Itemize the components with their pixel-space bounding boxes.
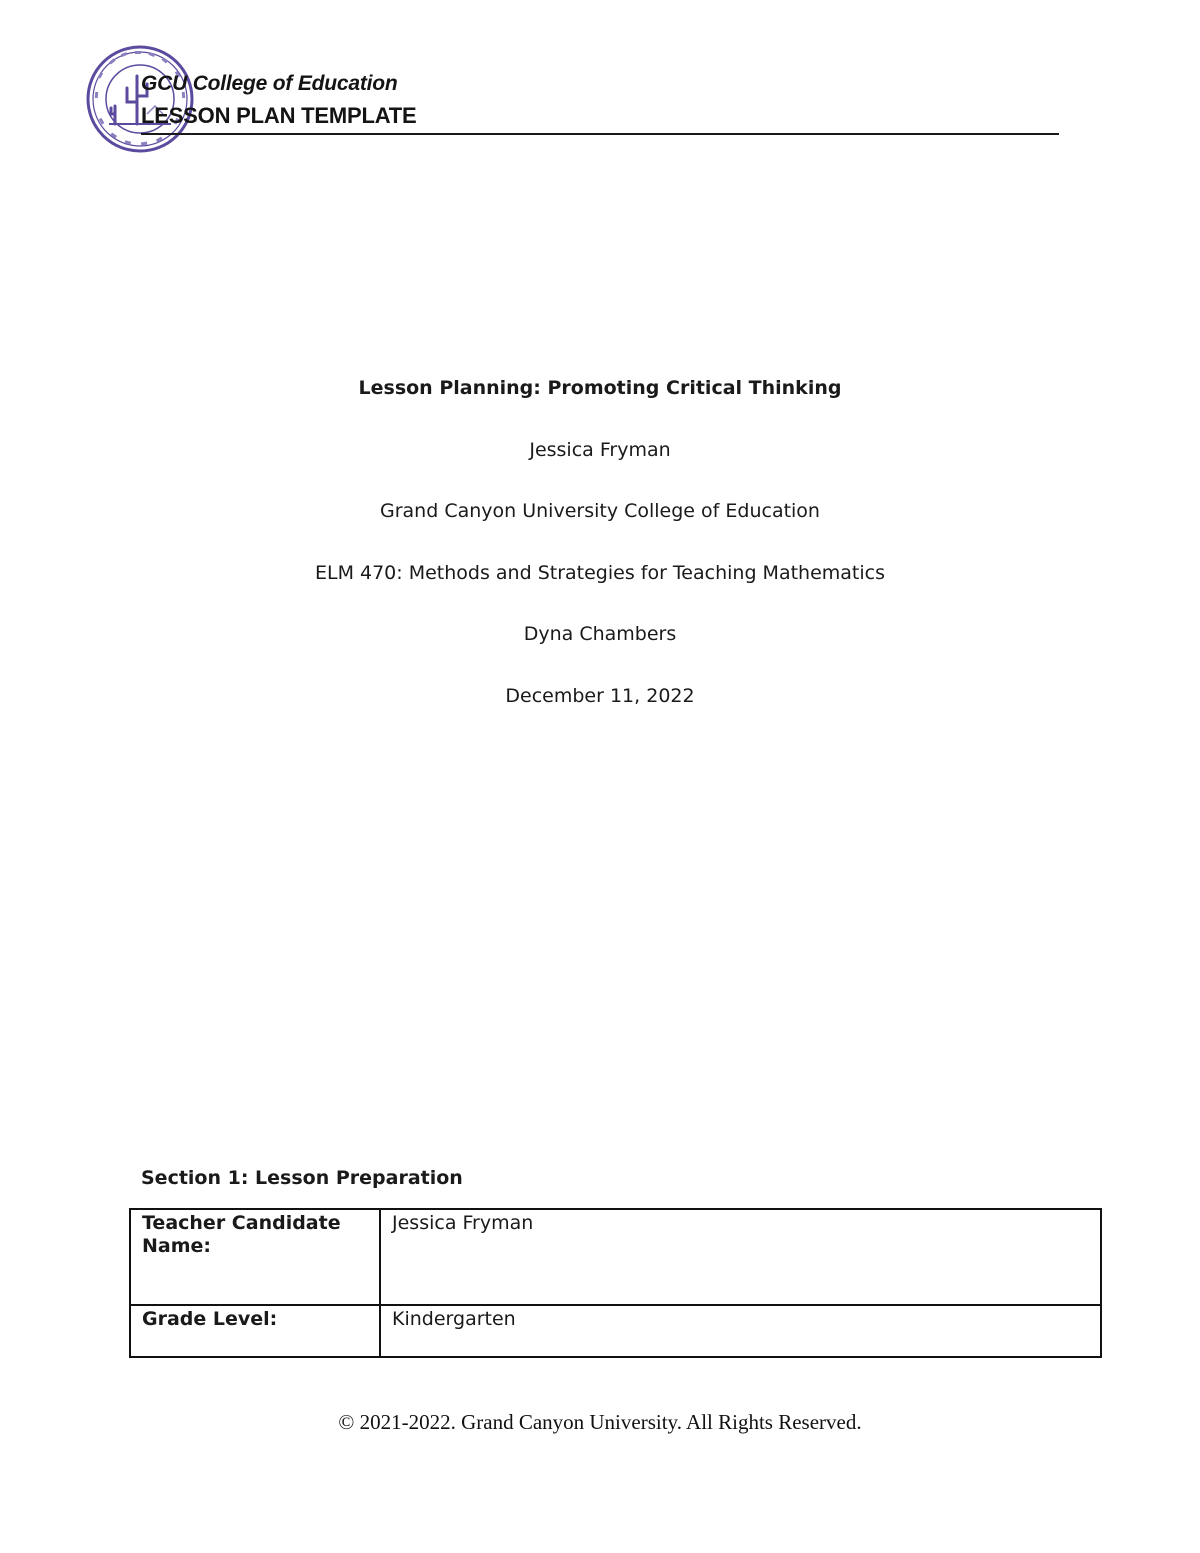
paper-title: Lesson Planning: Promoting Critical Thinking xyxy=(358,377,842,399)
author-name: Jessica Fryman xyxy=(529,438,671,461)
row-label: Grade Level: xyxy=(130,1305,380,1357)
lesson-preparation-table xyxy=(129,1208,1102,1358)
table-row xyxy=(130,1305,1101,1357)
row-value: Kindergarten xyxy=(380,1305,1101,1357)
title-page xyxy=(0,374,1200,743)
row-value: Jessica Fryman xyxy=(380,1209,1101,1305)
header-divider xyxy=(141,133,1059,135)
template-title: LESSON PLAN TEMPLATE xyxy=(141,103,417,128)
copyright-footer: © 2021-2022. Grand Canyon University. All Rights Reserved. xyxy=(338,1410,862,1434)
row-label: Teacher Candidate Name: xyxy=(130,1209,380,1305)
college-name: GCU College of Education xyxy=(141,72,398,95)
table-row xyxy=(130,1209,1101,1305)
course-name: ELM 470: Methods and Strategies for Teaching Mathematics xyxy=(314,561,885,584)
submission-date: December 11, 2022 xyxy=(505,684,695,707)
institution-name: Grand Canyon University College of Education xyxy=(380,500,820,522)
university-seal-icon xyxy=(85,44,195,154)
section-heading: Section 1: Lesson Preparation xyxy=(141,1167,463,1189)
instructor-name: Dyna Chambers xyxy=(523,623,677,645)
